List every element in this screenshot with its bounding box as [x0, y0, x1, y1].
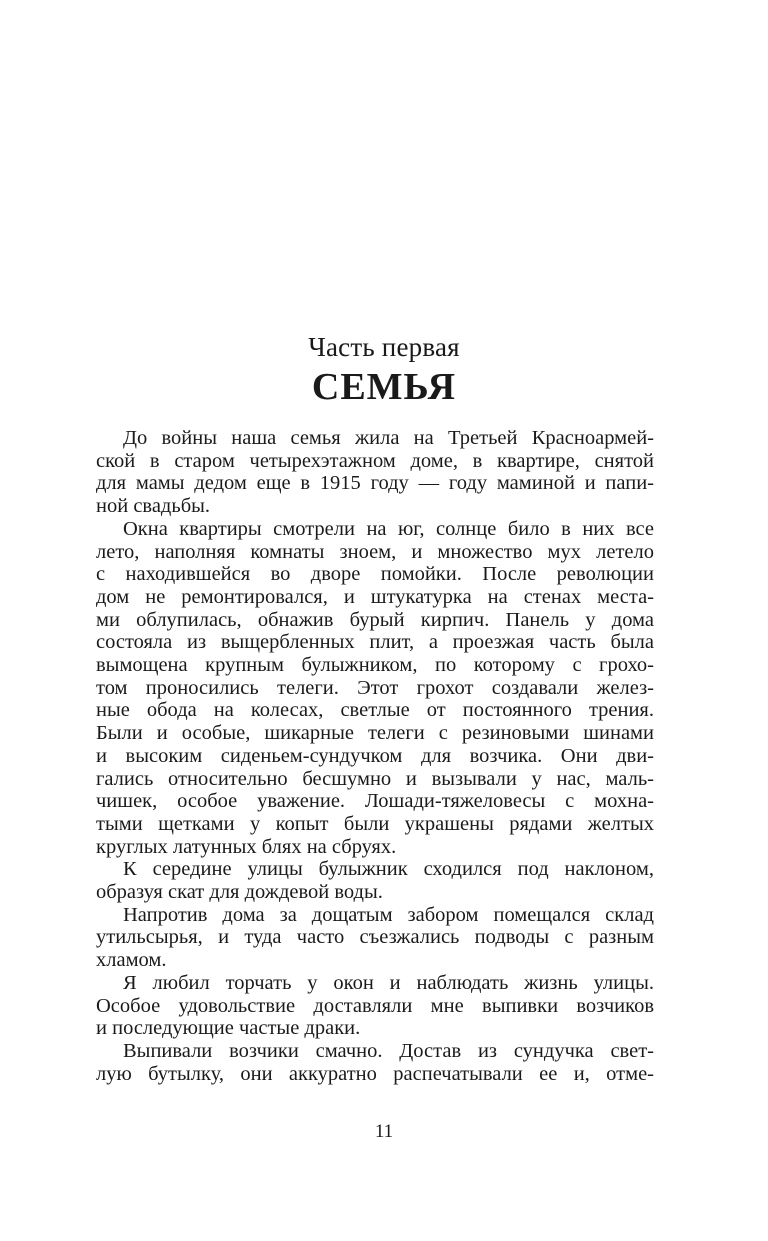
text-line: том проносились телеги. Этот грохот создавали желез-	[96, 676, 654, 699]
text-line: круглых латунных блях на сбруях.	[96, 835, 397, 858]
text-line: лето, наполняя комнаты зноем, и множество мух летело	[96, 540, 654, 563]
part-label: Часть первая	[308, 332, 460, 362]
paragraph	[96, 518, 654, 859]
text-line: Я любил торчать у окон и наблюдать жизнь улицы.	[123, 971, 654, 994]
text-line: К середине улицы булыжник сходился под наклоном,	[123, 858, 654, 881]
paragraph	[96, 427, 654, 518]
text-line: и последующие частые драки.	[96, 1017, 361, 1040]
text-line: тыми щетками у копыт были украшены рядами желтых	[96, 812, 654, 835]
paragraph	[96, 858, 654, 903]
text-line: Были и особые, шикарные телеги с резиновыми шинами	[96, 722, 654, 745]
text-line: гались относительно бесшумно и вызывали у нас, маль-	[96, 767, 654, 790]
text-line: и высоким сиденьем-сундучком для возчика. Они дви-	[96, 744, 654, 767]
text-line: образуя скат для дождевой воды.	[96, 881, 383, 904]
text-line: ной свадьбы.	[96, 495, 211, 518]
text-line: утильсырья, и туда часто съезжались подводы с разным	[96, 926, 654, 949]
text-line: хламом.	[96, 949, 167, 972]
text-line: лую бутылку, они аккуратно распечатывали ее и, отме-	[96, 1062, 654, 1085]
text-line: Окна квартиры смотрели на юг, солнце било в них все	[123, 517, 654, 540]
paragraph	[96, 972, 654, 1040]
text-line: чишек, особое уважение. Лошади-тяжеловесы с мохна-	[96, 790, 654, 813]
text-line: Напротив дома за дощатым забором помещался склад	[123, 903, 654, 926]
paragraph	[96, 1040, 654, 1085]
text-line: ные обода на колесах, светлые от постоянного трения.	[96, 699, 654, 722]
text-line: вымощена крупным булыжником, по которому с грохо-	[96, 654, 654, 677]
paragraph	[96, 904, 654, 972]
text-line: дом не ремонтировался, и штукатурка на стенах места-	[96, 585, 654, 608]
body-text	[96, 427, 654, 1085]
page-number: 11	[374, 1121, 394, 1142]
text-line: Выпивали возчики смачно. Достав из сундучка свет-	[123, 1039, 654, 1062]
text-line: ми облупилась, обнажив бурый кирпич. Панель у дома	[96, 608, 654, 631]
text-line: ской в старом четырехэтажном доме, в квартире, снятой	[96, 449, 654, 472]
text-line: Особое удовольствие доставляли мне выпивки возчиков	[96, 994, 654, 1017]
text-line: с находившейся во дворе помойки. После революции	[96, 563, 654, 586]
text-line: состояла из выщербленных плит, а проезжая часть была	[96, 631, 654, 654]
text-line: для мамы дедом еще в 1915 году — году маминой и папи-	[96, 472, 654, 495]
chapter-title: СЕМЬЯ	[311, 366, 457, 408]
text-line: До войны наша семья жила на Третьей Красноармей-	[123, 427, 654, 449]
